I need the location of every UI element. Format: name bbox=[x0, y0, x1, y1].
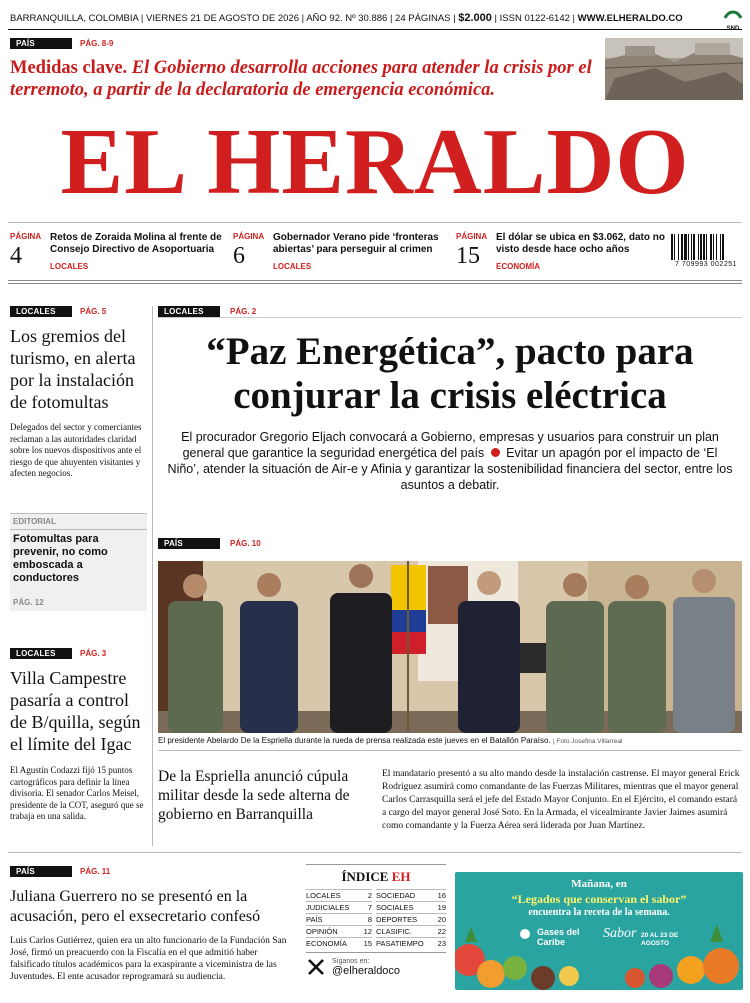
ad-event: Sabor bbox=[603, 926, 637, 941]
index-name: PASATIEMPO bbox=[376, 939, 424, 948]
editorial-label: EDITORIAL bbox=[13, 517, 56, 526]
teaser-page-label: PÁGINA bbox=[10, 232, 42, 241]
top-story-photo bbox=[605, 38, 743, 100]
teaser-page-label: PÁGINA bbox=[233, 232, 265, 241]
ad-brand: Gases del Caribe bbox=[537, 927, 580, 947]
teaser-section: LOCALES bbox=[273, 262, 312, 271]
index-page: 22 bbox=[437, 927, 446, 936]
photo-story-body: El mandatario presentó a su alto mando desde la instalación castrense. El mayor general Erick Rodríguez asumirá como comandante de las Fuerzas Militares, mientras que el mayor general Carlos Carrasquilla será el jefe del Estado Mayor Conjunto. En el Ejército, el comando estará a cargo del mayor general José Soto. En la Armada, el vicealmirante Javier Jaimes asumirá como comandante y la Fuerza Aérea será liderada por Juan Martínez. bbox=[382, 769, 740, 831]
index-row[interactable] bbox=[306, 925, 372, 937]
index-page: 23 bbox=[437, 939, 446, 948]
index-title bbox=[306, 869, 446, 885]
left-story-2-headline: Villa Campestre pasaría a control de B/quilla, según el límite del Igac bbox=[10, 668, 141, 754]
issn: | ISSN 0122-6142 | bbox=[494, 13, 576, 24]
bottom-story[interactable] bbox=[10, 866, 298, 983]
index-row[interactable] bbox=[306, 937, 372, 949]
dateline bbox=[10, 12, 700, 24]
ad-line1: Mañana, en bbox=[571, 878, 627, 890]
index-page: 16 bbox=[437, 891, 446, 900]
photo-credit: | Foto Josefina Villarreal bbox=[552, 738, 623, 745]
barcode-icon bbox=[670, 234, 742, 260]
social-handle: @elheraldoco bbox=[332, 964, 401, 977]
page-ref: PÁG. 5 bbox=[80, 307, 107, 316]
page-ref: PÁG. 8-9 bbox=[80, 39, 114, 48]
index-page: 12 bbox=[363, 927, 372, 936]
index-row[interactable] bbox=[306, 913, 372, 925]
main-story[interactable] bbox=[158, 306, 742, 493]
index-name: PAÍS bbox=[306, 915, 323, 924]
left-story-1-headline: Los gremios del turismo, en alerta por la instalación de fotomultas bbox=[10, 326, 136, 412]
index-title-suffix: EH bbox=[391, 869, 411, 884]
bottom-story-body: Luis Carlos Gutiérrez, quien era un alto funcionario de la Fundación San José, firmó un preacuerdo con la Fiscalía en el que admitió haber falsificado títulos académicos para la exaspirante a viceministra de las Juventudes. El ente acusador reprogramará su audiencia. bbox=[10, 936, 287, 982]
index-page: 19 bbox=[437, 903, 446, 912]
index-name: CLASIFIC. bbox=[376, 927, 412, 936]
index-title-prefix: ÍNDICE bbox=[341, 869, 389, 884]
left-story-1[interactable] bbox=[10, 306, 147, 480]
index-name: ECONOMÍA bbox=[306, 939, 347, 948]
index-row[interactable] bbox=[376, 925, 446, 937]
teaser-page-number: 4 bbox=[10, 243, 22, 269]
teaser-section: ECONOMÍA bbox=[496, 262, 540, 271]
teaser-page-number: 6 bbox=[233, 243, 245, 269]
editorial-box[interactable] bbox=[10, 513, 147, 611]
index-page: 20 bbox=[437, 915, 446, 924]
section-tag: LOCALES bbox=[158, 306, 220, 317]
top-story[interactable] bbox=[10, 38, 600, 101]
photo-caption bbox=[158, 736, 742, 745]
section-tag: LOCALES bbox=[10, 306, 72, 317]
barcode bbox=[670, 234, 742, 264]
index-name: SOCIEDAD bbox=[376, 891, 416, 900]
teaser-2[interactable] bbox=[233, 232, 448, 274]
left-story-2[interactable] bbox=[10, 648, 150, 823]
index-page: 8 bbox=[367, 915, 372, 924]
index-row[interactable] bbox=[376, 913, 446, 925]
index-row[interactable] bbox=[376, 889, 446, 901]
section-tag: LOCALES bbox=[10, 648, 72, 659]
teaser-1[interactable] bbox=[10, 232, 225, 274]
index-row[interactable] bbox=[376, 937, 446, 949]
teaser-text: Gobernador Verano pide ‘fronteras abiertas’ para perseguir al crimen bbox=[273, 232, 439, 255]
page-ref: PÁG. 10 bbox=[230, 539, 261, 548]
follow-label: Síganos en: bbox=[332, 957, 370, 965]
page-ref: PÁG. 3 bbox=[80, 649, 107, 658]
index-row[interactable] bbox=[306, 901, 372, 913]
editorial-page: PÁG. 12 bbox=[13, 598, 44, 607]
main-deck-1: El procurador Gregorio Eljach convocará a Gobierno, empresas y usuarios para construir un plan general que garantice la seguridad energética del país bbox=[181, 430, 719, 460]
social-follow[interactable] bbox=[306, 957, 446, 977]
ad-line3: encuentra la receta de la semana. bbox=[528, 907, 670, 918]
masthead-title: EL HERALDO bbox=[60, 110, 690, 214]
bullet-icon bbox=[491, 448, 500, 457]
barcode-number: 7 709993 002251 bbox=[675, 261, 737, 268]
ad-line2: “Legados que conservan el sabor” bbox=[511, 892, 687, 906]
teaser-3[interactable] bbox=[456, 232, 666, 274]
section-tag: PAÍS bbox=[10, 38, 72, 49]
index-row[interactable] bbox=[306, 889, 372, 901]
index-page: 15 bbox=[363, 939, 372, 948]
main-deck bbox=[158, 429, 742, 493]
index-page: 7 bbox=[367, 903, 372, 912]
caption-text: El presidente Abelardo De la Espriella durante la rueda de prensa realizada este jueves en el Batallón Paraíso. bbox=[158, 736, 551, 745]
index-name: DEPORTES bbox=[376, 915, 418, 924]
section-tag: PAÍS bbox=[10, 866, 72, 877]
photo-story-header bbox=[158, 538, 742, 549]
page-ref: PÁG. 11 bbox=[80, 867, 111, 876]
fruit-illustration-icon bbox=[455, 872, 743, 990]
top-story-lead: Medidas clave. bbox=[10, 58, 128, 78]
index-name: SOCIALES bbox=[376, 903, 414, 912]
photo-story-headline[interactable]: De la Espriella anunció cúpula militar desde la sede alterna de gobierno en Barranquilla bbox=[158, 768, 350, 823]
section-tag: PAÍS bbox=[158, 538, 220, 549]
left-story-2-body: El Agustín Codazzi fijó 15 puntos cartográficos para definir la línea divisoria. El senador Carlos Meisel, presidente de la COT, aseguró que se trabaja en una salida. bbox=[10, 765, 144, 821]
ad-banner[interactable] bbox=[455, 872, 743, 990]
price: $2.000 bbox=[458, 12, 492, 24]
index-name: JUDICIALES bbox=[306, 903, 350, 912]
snd-icon bbox=[724, 8, 742, 21]
main-headline: “Paz Energética”, pacto para conjurar la crisis eléctrica bbox=[206, 330, 694, 417]
index-box bbox=[306, 864, 446, 990]
teaser-text: El dólar se ubica en $3.062, dato no visto desde hace ocho años bbox=[496, 232, 665, 255]
page-ref: PÁG. 2 bbox=[230, 307, 257, 316]
teaser-page-number: 15 bbox=[456, 243, 480, 269]
index-page: 2 bbox=[367, 891, 372, 900]
index-name: LOCALES bbox=[306, 891, 341, 900]
ad-dates: 20 AL 23 DE AGOSTO bbox=[641, 932, 679, 947]
teaser-text: Retos de Zoraida Molina al frente de Consejo Directivo de Asoportuaria bbox=[50, 232, 222, 255]
left-story-1-body: Delegados del sector y comerciantes reclaman a las autoridades claridad sobre los nuevos dispositivos ante el riesgo de que ahuyenten visitantes y afecten negocios. bbox=[10, 422, 142, 478]
main-photo[interactable] bbox=[158, 561, 742, 733]
teaser-page-label: PÁGINA bbox=[456, 232, 488, 241]
teaser-section: LOCALES bbox=[50, 262, 89, 271]
top-story-text bbox=[10, 57, 600, 101]
editorial-headline: Fotomultas para prevenir, no como emboscada a conductores bbox=[13, 533, 108, 584]
index-name: OPINIÓN bbox=[306, 927, 338, 936]
bottom-story-headline: Juliana Guerrero no se presentó en la acusación, pero el exsecretario confesó bbox=[10, 888, 261, 925]
location-date: BARRANQUILLA, COLOMBIA | VIERNES 21 DE AGOSTO DE 2026 | AÑO 92. Nº 30.886 | 24 PÁGINAS | bbox=[10, 13, 456, 24]
top-story-body: El Gobierno desarrolla acciones para atender la crisis por el terremoto, a partir de la declaratoria de emergencia económica. bbox=[10, 58, 592, 100]
website: WWW.ELHERALDO.CO bbox=[577, 13, 683, 24]
x-logo-icon bbox=[306, 957, 326, 977]
index-row[interactable] bbox=[376, 901, 446, 913]
main-deck-2: Evitar un apagón por el impacto de ‘El Niño’, atender la situación de Air-e y Afinia y garantizar la sostenibilidad financiera del sector, entre los asuntos a debatir. bbox=[167, 446, 733, 492]
